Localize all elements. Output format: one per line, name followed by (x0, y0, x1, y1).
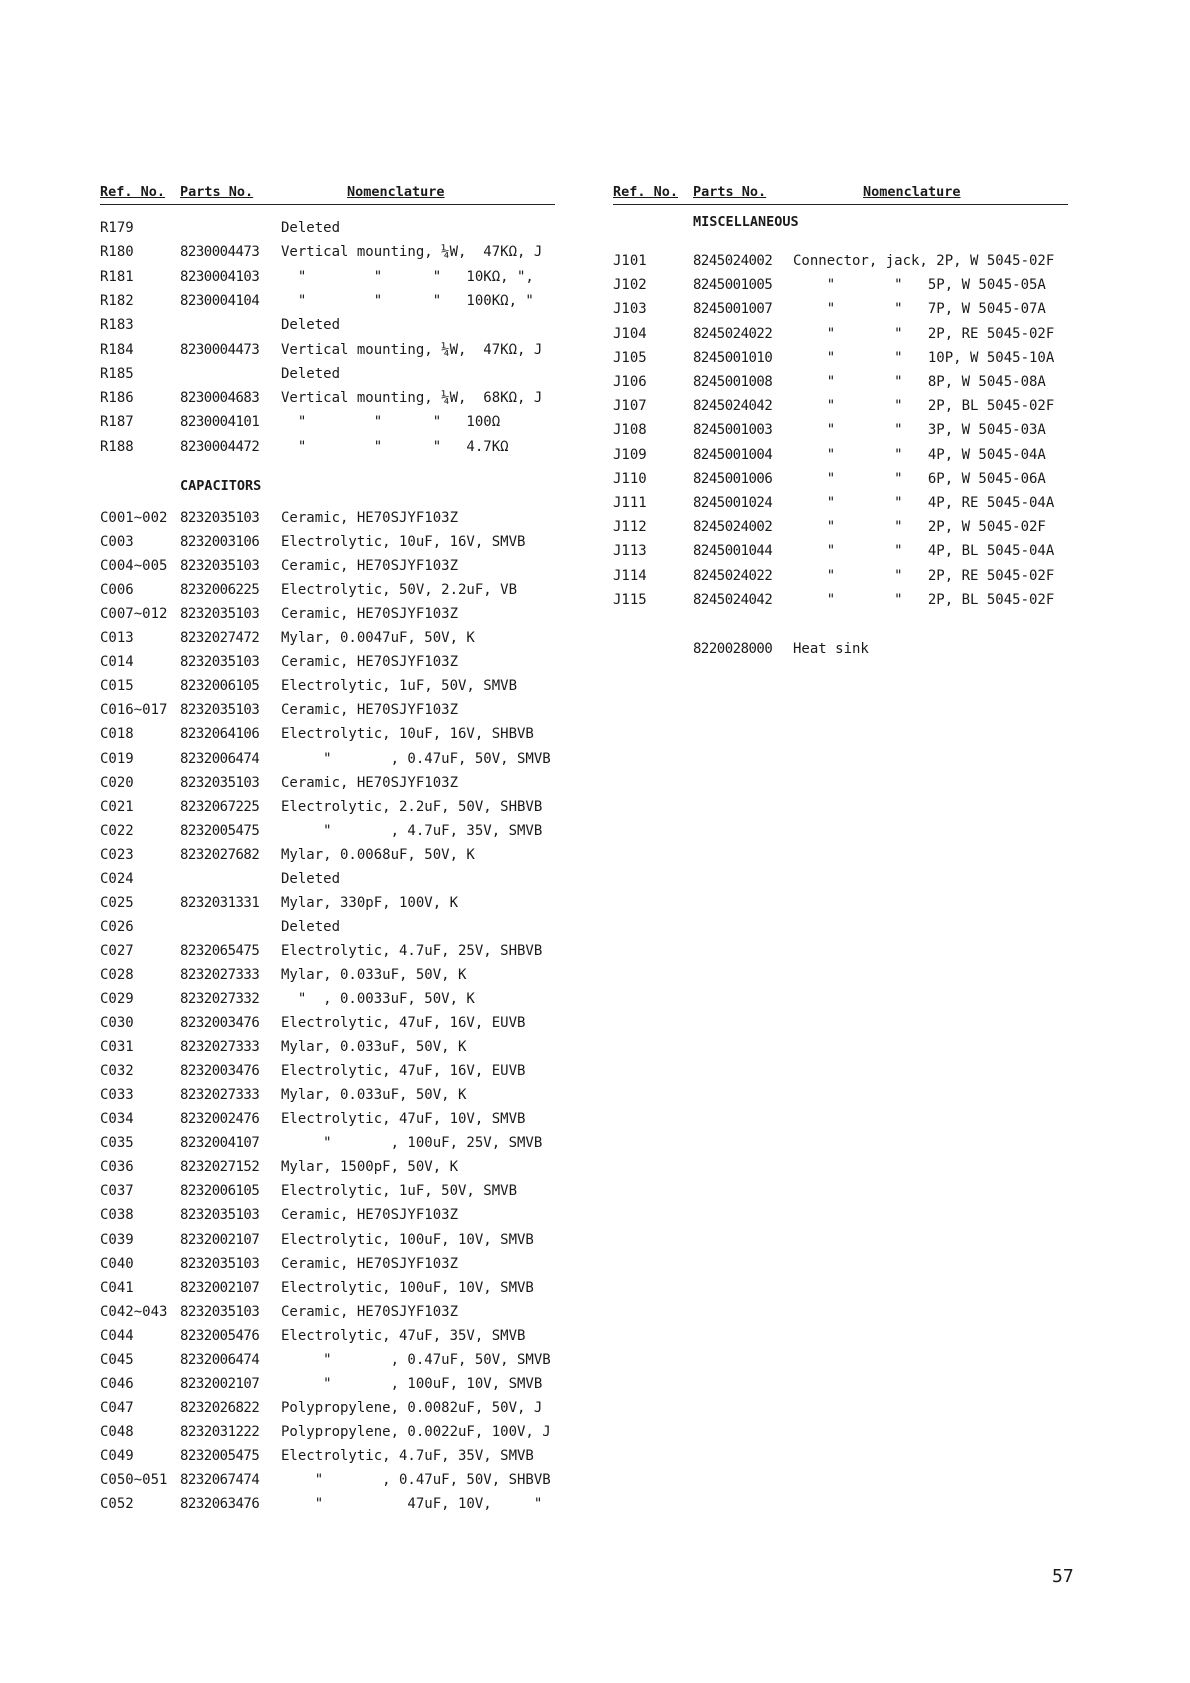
table-row (100, 919, 555, 939)
ref-no: R186 (100, 390, 134, 407)
nomenclature: Mylar, 0.033uF, 50V, K (281, 966, 467, 983)
table-row (100, 293, 555, 313)
table-row (100, 1063, 555, 1083)
table-row (100, 654, 555, 674)
part-number: 8232006474 (180, 1351, 260, 1368)
ref-no: C035 (100, 1135, 134, 1152)
ref-no: C032 (100, 1063, 134, 1080)
ref-no: C020 (100, 774, 134, 791)
header-ref-no: Ref. No. (100, 184, 166, 200)
table-row (100, 244, 555, 264)
nomenclature: " " 2P, BL 5045-02F (793, 591, 1055, 608)
part-number: 8230004473 (180, 244, 260, 261)
header-parts-no: Parts No. (180, 184, 254, 200)
part-number: 8232035103 (180, 558, 260, 575)
ref-no: C004~005 (100, 558, 168, 575)
table-row (100, 678, 555, 698)
nomenclature: " , 0.47uF, 50V, SMVB (281, 1351, 551, 1368)
part-number: 8232006225 (180, 582, 260, 599)
table-row (100, 1376, 555, 1396)
table-row (100, 823, 555, 843)
ref-no: R188 (100, 438, 134, 455)
part-number: 8245024042 (693, 591, 773, 608)
ref-no: C048 (100, 1423, 134, 1440)
nomenclature: Deleted (281, 317, 341, 334)
nomenclature: " , 0.47uF, 50V, SMVB (281, 750, 551, 767)
table-row (100, 582, 555, 602)
part-number: 8245001044 (693, 543, 773, 560)
ref-no: J109 (613, 446, 647, 463)
ref-no: C037 (100, 1183, 134, 1200)
table-row (100, 1111, 555, 1131)
part-number: 8232006474 (180, 750, 260, 767)
part-number: 8232035103 (180, 1255, 260, 1272)
ref-no: R184 (100, 341, 134, 358)
part-number: 8245001003 (693, 422, 773, 439)
nomenclature: Ceramic, HE70SJYF103Z (281, 510, 459, 526)
capacitors-section-title: CAPACITORS (180, 478, 262, 494)
part-number: 8232004107 (180, 1135, 260, 1152)
table-row (100, 1087, 555, 1107)
part-number: 8232002107 (180, 1375, 260, 1392)
part-number: 8232027333 (180, 1087, 260, 1104)
part-number: 8230004104 (180, 292, 260, 309)
header-parts-no: Parts No. (693, 184, 767, 200)
part-number: 8232006105 (180, 678, 260, 695)
table-row (100, 1328, 555, 1348)
table-row (100, 510, 555, 530)
nomenclature: Heat sink (793, 641, 869, 657)
table-row (613, 350, 1068, 370)
nomenclature: " " 4P, W 5045-04A (793, 446, 1046, 463)
table-row (100, 943, 555, 963)
table-row (100, 1256, 555, 1276)
ref-no: C039 (100, 1231, 134, 1248)
nomenclature: Ceramic, HE70SJYF103Z (281, 558, 459, 575)
header-ref-no: Ref. No. (613, 184, 679, 200)
ref-no: R179 (100, 220, 134, 236)
nomenclature: " 47uF, 10V, " (281, 1496, 543, 1513)
ref-no: C042~043 (100, 1303, 168, 1320)
ref-no: J110 (613, 470, 647, 487)
table-row (100, 871, 555, 891)
ref-no: C003 (100, 534, 134, 551)
table-row (613, 422, 1068, 442)
ref-no: C016~017 (100, 702, 168, 719)
part-number: 8232035103 (180, 774, 260, 791)
nomenclature: " " 7P, W 5045-07A (793, 301, 1046, 318)
table-row (613, 277, 1068, 297)
nomenclature: Electrolytic, 1uF, 50V, SMVB (281, 678, 518, 695)
table-row (100, 317, 555, 337)
ref-no: J103 (613, 301, 647, 318)
table-row (100, 1232, 555, 1252)
part-number: 8232026822 (180, 1399, 260, 1416)
ref-no: R187 (100, 414, 134, 431)
heat-sink-row (613, 641, 1068, 661)
nomenclature: Ceramic, HE70SJYF103Z (281, 774, 459, 791)
nomenclature: " " 10P, W 5045-10A (793, 349, 1055, 366)
table-row (100, 847, 555, 867)
ref-no: C049 (100, 1447, 134, 1464)
nomenclature: Connector, jack, 2P, W 5045-02F (793, 253, 1055, 269)
ref-no: J107 (613, 398, 647, 415)
ref-no: J115 (613, 591, 647, 608)
ref-no: C028 (100, 966, 134, 983)
part-number: 8232067225 (180, 798, 260, 815)
part-number: 8245024002 (693, 519, 773, 536)
table-row (100, 1448, 555, 1468)
nomenclature: Ceramic, HE70SJYF103Z (281, 1207, 459, 1224)
part-number: 8232035103 (180, 702, 260, 719)
nomenclature: Deleted (281, 220, 341, 236)
nomenclature: Ceramic, HE70SJYF103Z (281, 1303, 459, 1320)
miscellaneous-section-title: MISCELLANEOUS (693, 214, 799, 230)
part-number: 8220028000 (693, 641, 773, 657)
part-number: 8232035103 (180, 1303, 260, 1320)
ref-no: C052 (100, 1496, 134, 1513)
part-number: 8230004683 (180, 390, 260, 407)
table-row (613, 495, 1068, 515)
table-row (613, 253, 1068, 273)
table-row (100, 439, 555, 459)
table-row (100, 534, 555, 554)
ref-no: C026 (100, 918, 134, 935)
part-number: 8232027472 (180, 630, 260, 647)
table-row (100, 558, 555, 578)
nomenclature: " " 6P, W 5045-06A (793, 470, 1046, 487)
table-row (613, 519, 1068, 539)
nomenclature: " " 2P, RE 5045-02F (793, 567, 1055, 584)
ref-no: J108 (613, 422, 647, 439)
table-row (100, 1472, 555, 1492)
ref-no: C040 (100, 1255, 134, 1272)
table-row (100, 1496, 555, 1516)
nomenclature: Vertical mounting, ¼W, 47KΩ, J (281, 244, 543, 261)
ref-no: J112 (613, 519, 647, 536)
part-number: 8232002476 (180, 1111, 260, 1128)
ref-no: C015 (100, 678, 134, 695)
part-number: 8232005475 (180, 1447, 260, 1464)
nomenclature: " " " 100Ω (281, 414, 501, 431)
ref-no: C029 (100, 991, 134, 1007)
table-row (100, 702, 555, 722)
table-row (613, 543, 1068, 563)
nomenclature: " , 4.7uF, 35V, SMVB (281, 822, 543, 839)
table-row (100, 726, 555, 746)
nomenclature: Electrolytic, 10uF, 16V, SMVB (281, 534, 526, 551)
nomenclature: " " " 4.7KΩ (281, 438, 509, 455)
ref-no: J114 (613, 567, 647, 584)
ref-no: C019 (100, 750, 134, 767)
nomenclature: Electrolytic, 4.7uF, 35V, SMVB (281, 1447, 534, 1464)
nomenclature: Electrolytic, 50V, 2.2uF, VB (281, 582, 518, 599)
nomenclature: Polypropylene, 0.0022uF, 100V, J (281, 1423, 551, 1440)
part-number: 8232035103 (180, 1207, 260, 1224)
part-number: 8245024022 (693, 325, 773, 342)
table-row (100, 751, 555, 771)
ref-no: C027 (100, 942, 134, 959)
ref-no: C006 (100, 582, 134, 599)
right-table-header (613, 184, 1068, 205)
part-number: 8245001006 (693, 470, 773, 487)
ref-no: C007~012 (100, 606, 168, 623)
part-number: 8245001010 (693, 349, 773, 366)
part-number: 8232002107 (180, 1279, 260, 1296)
nomenclature: " " 8P, W 5045-08A (793, 374, 1046, 390)
part-number: 8230004472 (180, 438, 260, 455)
table-row (613, 374, 1068, 394)
table-row (613, 568, 1068, 588)
ref-no: J111 (613, 495, 647, 511)
nomenclature: " , 0.0033uF, 50V, K (281, 991, 475, 1007)
ref-no: C045 (100, 1351, 134, 1368)
ref-no: C021 (100, 798, 134, 815)
header-nomenclature: Nomenclature (863, 184, 961, 200)
ref-no: C024 (100, 870, 134, 887)
part-number: 8232005476 (180, 1327, 260, 1344)
table-row (100, 1015, 555, 1035)
ref-no: J105 (613, 349, 647, 366)
part-number: 8232003476 (180, 1015, 260, 1032)
ref-no: C014 (100, 654, 134, 671)
ref-no: C001~002 (100, 510, 168, 526)
part-number: 8230004101 (180, 414, 260, 431)
table-row (100, 1159, 555, 1179)
nomenclature: " , 100uF, 10V, SMVB (281, 1375, 543, 1392)
part-number: 8245024022 (693, 567, 773, 584)
part-number: 8245024042 (693, 398, 773, 415)
nomenclature: Electrolytic, 47uF, 10V, SMVB (281, 1111, 526, 1128)
table-row (100, 269, 555, 289)
nomenclature: Mylar, 0.033uF, 50V, K (281, 1087, 467, 1104)
nomenclature: Ceramic, HE70SJYF103Z (281, 606, 459, 623)
nomenclature: " " 4P, BL 5045-04A (793, 543, 1055, 560)
ref-no: C018 (100, 726, 134, 743)
ref-no: J102 (613, 277, 647, 294)
table-row (100, 390, 555, 410)
ref-no: C022 (100, 822, 134, 839)
table-row (100, 967, 555, 987)
table-row (100, 1280, 555, 1300)
part-number: 8245001008 (693, 374, 773, 390)
part-number: 8230004103 (180, 268, 260, 285)
part-number: 8232027152 (180, 1159, 260, 1176)
table-row (613, 592, 1068, 612)
table-row (100, 1207, 555, 1227)
table-row (100, 1304, 555, 1324)
nomenclature: " " 4P, RE 5045-04A (793, 495, 1055, 511)
nomenclature: Ceramic, HE70SJYF103Z (281, 702, 459, 719)
nomenclature: Electrolytic, 1uF, 50V, SMVB (281, 1183, 518, 1200)
nomenclature: Mylar, 1500pF, 50V, K (281, 1159, 459, 1176)
ref-no: C034 (100, 1111, 134, 1128)
ref-no: C038 (100, 1207, 134, 1224)
part-number: 8245001004 (693, 446, 773, 463)
nomenclature: Electrolytic, 4.7uF, 25V, SHBVB (281, 942, 543, 959)
nomenclature: Electrolytic, 100uF, 10V, SMVB (281, 1279, 534, 1296)
ref-no: R181 (100, 268, 134, 285)
table-row (613, 326, 1068, 346)
nomenclature: Polypropylene, 0.0082uF, 50V, J (281, 1399, 543, 1416)
table-row (613, 447, 1068, 467)
part-number: 8245001005 (693, 277, 773, 294)
nomenclature: Electrolytic, 2.2uF, 50V, SHBVB (281, 798, 543, 815)
ref-no: J104 (613, 325, 647, 342)
ref-no: C041 (100, 1279, 134, 1296)
table-row (613, 398, 1068, 418)
table-row (100, 1400, 555, 1420)
part-number: 8245024002 (693, 253, 773, 269)
part-number: 8232031331 (180, 894, 260, 911)
part-number: 8232006105 (180, 1183, 260, 1200)
ref-no: C046 (100, 1375, 134, 1392)
nomenclature: Mylar, 0.033uF, 50V, K (281, 1039, 467, 1056)
left-table-header (100, 184, 555, 205)
nomenclature: Ceramic, HE70SJYF103Z (281, 654, 459, 671)
nomenclature: " " 3P, W 5045-03A (793, 422, 1046, 439)
part-number: 8232065475 (180, 942, 260, 959)
table-row (613, 301, 1068, 321)
ref-no: C033 (100, 1087, 134, 1104)
nomenclature: Deleted (281, 870, 341, 887)
nomenclature: " " 2P, W 5045-02F (793, 519, 1046, 536)
table-row (100, 414, 555, 434)
table-row (100, 1424, 555, 1444)
nomenclature: " " " 10KΩ, ", (281, 268, 534, 285)
table-row (100, 630, 555, 650)
table-row (100, 1135, 555, 1155)
ref-no: J101 (613, 253, 647, 269)
nomenclature: Electrolytic, 47uF, 16V, EUVB (281, 1063, 526, 1080)
ref-no: C025 (100, 894, 134, 911)
ref-no: C036 (100, 1159, 134, 1176)
part-number: 8232002107 (180, 1231, 260, 1248)
right-column (613, 0, 1068, 1683)
table-row (613, 471, 1068, 491)
table-row (100, 895, 555, 915)
table-row (100, 1039, 555, 1059)
nomenclature: Mylar, 0.0068uF, 50V, K (281, 846, 475, 863)
part-number: 8245001007 (693, 301, 773, 318)
part-number: 8232003476 (180, 1063, 260, 1080)
ref-no: J106 (613, 374, 647, 390)
part-number: 8232035103 (180, 510, 260, 526)
ref-no: C050~051 (100, 1472, 168, 1488)
nomenclature: " " 2P, RE 5045-02F (793, 325, 1055, 342)
nomenclature: Electrolytic, 47uF, 16V, EUVB (281, 1015, 526, 1032)
left-column (100, 0, 555, 1683)
nomenclature: Mylar, 0.0047uF, 50V, K (281, 630, 475, 647)
part-number: 8232003106 (180, 534, 260, 551)
ref-no: C030 (100, 1015, 134, 1032)
table-row (100, 220, 555, 240)
ref-no: C013 (100, 630, 134, 647)
part-number: 8232063476 (180, 1496, 260, 1513)
nomenclature: Electrolytic, 47uF, 35V, SMVB (281, 1327, 526, 1344)
part-number: 8232035103 (180, 606, 260, 623)
header-nomenclature: Nomenclature (347, 184, 445, 200)
table-row (100, 991, 555, 1011)
part-number: 8232031222 (180, 1423, 260, 1440)
part-number: 8232064106 (180, 726, 260, 743)
nomenclature: Deleted (281, 918, 341, 935)
nomenclature: " , 100uF, 25V, SMVB (281, 1135, 543, 1152)
page-number: 57 (1052, 1566, 1074, 1587)
table-row (100, 366, 555, 386)
part-number: 8230004473 (180, 341, 260, 358)
nomenclature: " , 0.47uF, 50V, SHBVB (281, 1472, 551, 1488)
ref-no: R185 (100, 365, 134, 382)
ref-no: R180 (100, 244, 134, 261)
part-number: 8232027333 (180, 966, 260, 983)
nomenclature: Vertical mounting, ¼W, 47KΩ, J (281, 341, 543, 358)
nomenclature: " " 2P, BL 5045-02F (793, 398, 1055, 415)
ref-no: C031 (100, 1039, 134, 1056)
nomenclature: Mylar, 330pF, 100V, K (281, 894, 459, 911)
part-number: 8245001024 (693, 495, 773, 511)
nomenclature: " " 5P, W 5045-05A (793, 277, 1046, 294)
table-row (100, 1183, 555, 1203)
table-row (100, 606, 555, 626)
part-number: 8232027333 (180, 1039, 260, 1056)
table-row (100, 1352, 555, 1372)
nomenclature: Electrolytic, 10uF, 16V, SHBVB (281, 726, 534, 743)
nomenclature: Ceramic, HE70SJYF103Z (281, 1255, 459, 1272)
nomenclature: Deleted (281, 365, 341, 382)
nomenclature: Electrolytic, 100uF, 10V, SMVB (281, 1231, 534, 1248)
ref-no: C023 (100, 846, 134, 863)
ref-no: R183 (100, 317, 134, 334)
part-number: 8232067474 (180, 1472, 260, 1488)
nomenclature: " " " 100KΩ, " (281, 292, 534, 309)
nomenclature: Vertical mounting, ¼W, 68KΩ, J (281, 390, 543, 407)
part-number: 8232027682 (180, 846, 260, 863)
part-number: 8232035103 (180, 654, 260, 671)
table-row (100, 775, 555, 795)
part-number: 8232027332 (180, 991, 260, 1007)
table-row (100, 799, 555, 819)
ref-no: C044 (100, 1327, 134, 1344)
ref-no: J113 (613, 543, 647, 560)
table-row (100, 342, 555, 362)
part-number: 8232005475 (180, 822, 260, 839)
ref-no: C047 (100, 1399, 134, 1416)
ref-no: R182 (100, 292, 134, 309)
